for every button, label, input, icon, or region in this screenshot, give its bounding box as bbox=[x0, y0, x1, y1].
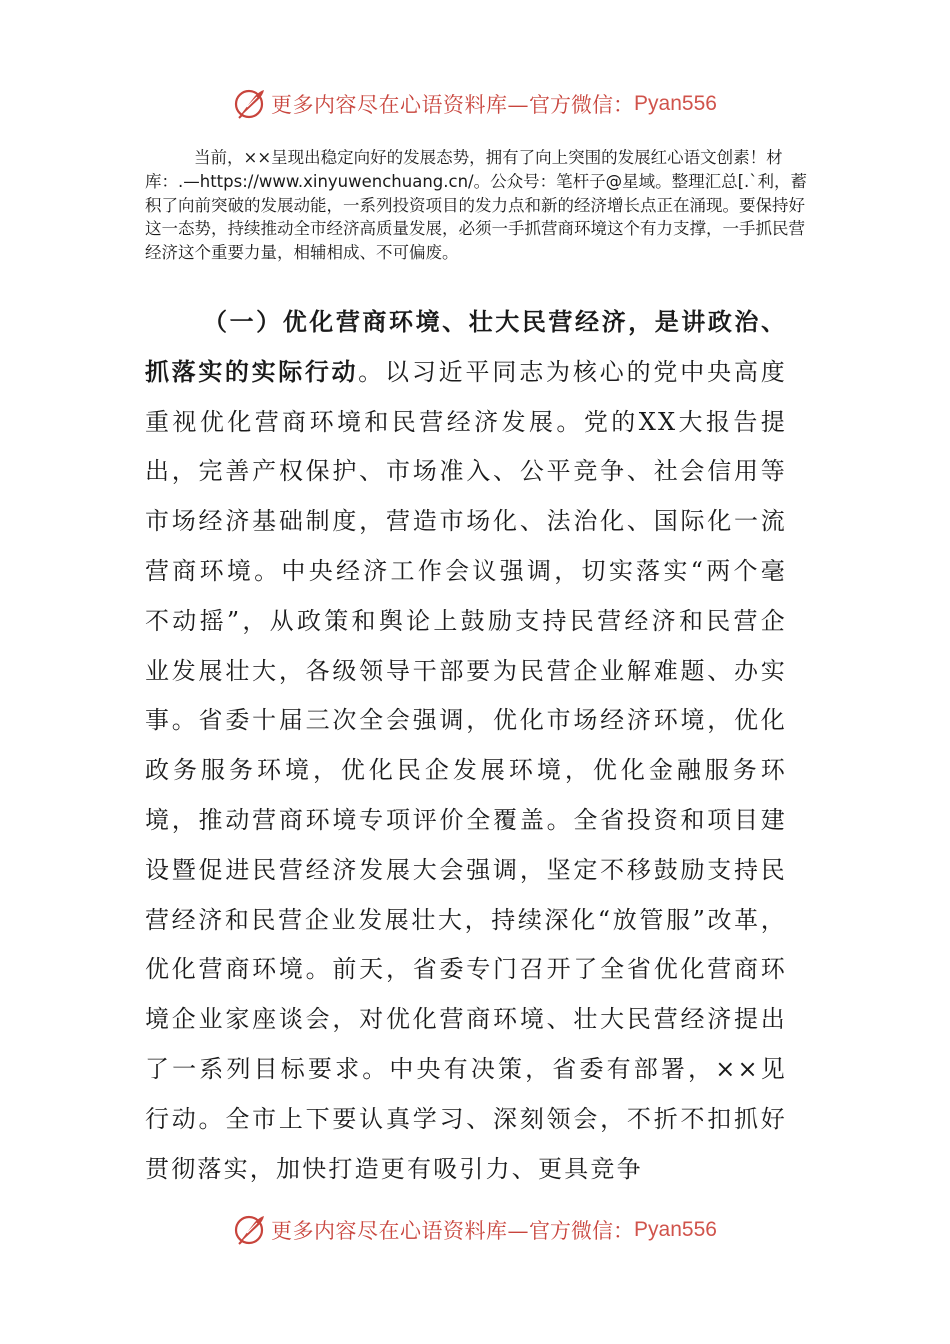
header-watermark-banner bbox=[0, 84, 950, 124]
banner-wechat-label: 官方微信： bbox=[529, 93, 635, 117]
banner-text: 更多内容尽在心语资料库— bbox=[271, 1219, 530, 1243]
banner-wechat-id: Pyan556 bbox=[634, 92, 717, 115]
footer-watermark-banner bbox=[0, 1210, 950, 1250]
banner-text: 更多内容尽在心语资料库— bbox=[271, 93, 530, 117]
quill-pen-logo-icon bbox=[233, 87, 267, 121]
banner-wechat-id: Pyan556 bbox=[634, 1218, 717, 1241]
banner-wechat-label: 官方微信： bbox=[529, 1219, 635, 1243]
section-body: 。以习近平同志为核心的党中央高度重视优化营商环境和民营经济发展。党的XX大报告提出，完善产权保护、市场准入、公平竞争、社会信用等市场经济基础制度，营造市场化、法治化、国际化一流营商环境。中央经济工作会议强调，切实落实“两个毫不动摇”，从政策和舆论上鼓励支持民营经济和民营企业发展壮大，各级领导干部要为民营企业解难题、办实事。省委十届三次全会强调，优化市场经济环境，优化政务服务环境，优化民企发展环境，优化金融服务环境，推动营商环境专项评价全覆盖。全省投资和项目建设暨促进民营经济发展大会强调，坚定不移鼓励支持民营经济和民营企业发展壮大，持续深化“放管服”改革，优化营商环境。前天，省委专门召开了全省优化营商环境企业家座谈会，对优化营商环境、壮大民营经济提出了一系列目标要求。中央有决策，省委有部署，××见行动。全市上下要认真学习、深刻领会，不折不扣抓好贯彻落实，加快打造更有吸引力、更具竞争 bbox=[145, 357, 788, 1183]
section-heading: （一）优化营商环境、壮大民营经济，是讲政治、抓落实的实际行动 bbox=[145, 308, 787, 386]
section-paragraph bbox=[145, 298, 787, 1194]
quill-pen-logo-icon bbox=[233, 1213, 267, 1247]
intro-paragraph: 当前，××呈现出稳定向好的发展态势，拥有了向上突围的发展红心语文创素！材库：.—https://www.xinyuwenchuang.cn/。公众号：笔杆子@星域。整理汇总[.`利，蓄积了向前突破的发展动能，一系列投资项目的发力点和新的经济增长点正在涌现。要保持好这一态势，持续推动全市经济高质量发展，必须一手抓营商环境这个有力支撑，一手抓民营经济这个重要力量，相辅相成、不可偏废。 bbox=[145, 148, 808, 263]
